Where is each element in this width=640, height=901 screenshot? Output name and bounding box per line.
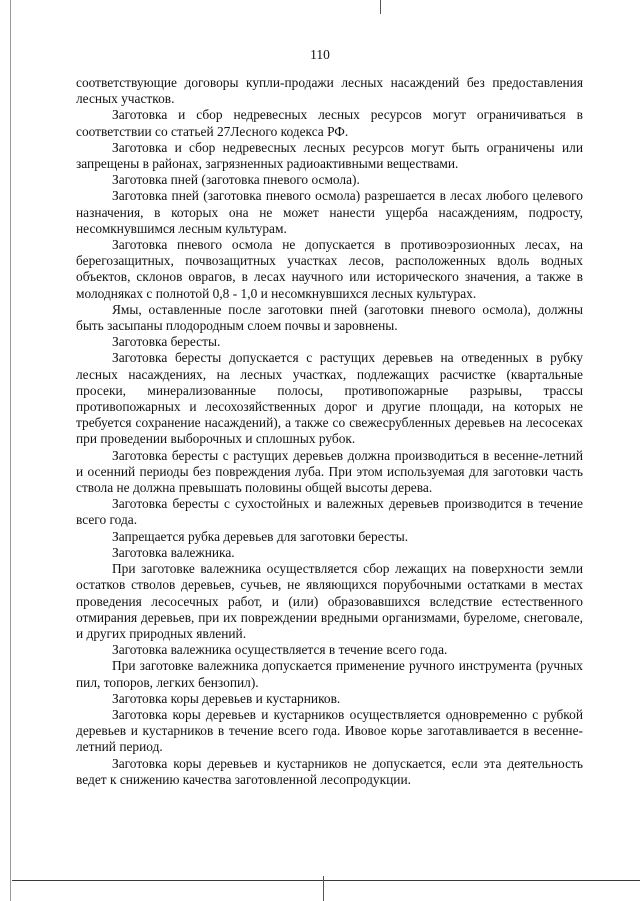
- paragraph: Заготовка и сбор недревесных лесных ресурсов могут быть ограничены или запрещены в районах, загрязненных радиоактивными веществами.: [76, 139, 583, 172]
- scan-bottom-tick-mark: [323, 876, 324, 901]
- paragraph: При заготовке валежника допускается применение ручного инструмента (ручных пил, топоров, легких бензопил).: [76, 658, 583, 690]
- scan-left-margin-line: [10, 0, 11, 901]
- paragraph: Заготовка коры деревьев и кустарников.: [112, 690, 341, 706]
- paragraph: Заготовка валежника.: [112, 544, 235, 560]
- page-number: 110: [310, 47, 330, 62]
- paragraph: Заготовка валежника осуществляется в течение всего года.: [112, 642, 448, 658]
- paragraph: Запрещается рубка деревьев для заготовки бересты.: [112, 528, 409, 544]
- paragraph: Заготовка бересты с сухостойных и валежных деревьев производится в течение всего года.: [76, 496, 583, 528]
- document-body: [76, 75, 583, 788]
- paragraph: Заготовка коры деревьев и кустарников не допускается, если эта деятельность ведет к снижению качества заготовленной лесопродукции.: [76, 755, 583, 787]
- paragraph: соответствующие договоры купли-продажи лесных насаждений без предоставления лесных участков.: [76, 75, 583, 107]
- paragraph: Заготовка пневого осмола не допускается в противоэрозионных лесах, на берегозащитных, почвозащитных участках лесов, расположенных вдоль водных объектов, склонов оврагов, в лесах научного или исторического значения, а также в молодняках с полнотой 0,8 - 1,0 и несомкнувшихся лесных культурах.: [76, 237, 583, 301]
- paragraph: Заготовка и сбор недревесных лесных ресурсов могут ограничиваться в соответствии со статьей 27Лесного кодекса РФ.: [76, 107, 583, 139]
- paragraph: Заготовка коры деревьев и кустарников осуществляется одновременно с рубкой деревьев и кустарников в течение всего года. Ивовое корье заготавливается в весенне-летний период.: [76, 706, 583, 755]
- paragraph: Заготовка бересты допускается с растущих деревьев на отведенных в рубку лесных насаждениях, на лесных участках, подлежащих расчистке (квартальные просеки, минерализованные полосы, противопожарные разрывы, трассы противопожарных и лесохозяйственных дорог и другие площади, на которых не требуется сохранение насаждений), а также со свежесрубленных деревьев на лесосеках при проведении выборочных и сплошных рубок.: [76, 350, 583, 447]
- paragraph: Ямы, оставленные после заготовки пней (заготовки пневого осмола), должны быть засыпаны плодородным слоем почвы и заровнены.: [76, 301, 583, 334]
- paragraph: При заготовке валежника осуществляется сбор лежащих на поверхности земли остатков стволов деревьев, сучьев, не являющихся порубочными остатками в местах проведения лесосечных работ, и (или) образовавшихся вследствие естественного отмирания деревьев, при их повреждении вредными организмами, буреломе, снеговале, и других природных явлений.: [76, 561, 583, 641]
- paragraph: Заготовка пней (заготовка пневого осмола).: [112, 172, 360, 188]
- scan-bottom-edge-line: [12, 880, 640, 881]
- paragraph: Заготовка бересты с растущих деревьев должна производиться в весенне-летний и осенний периоды без повреждения луба. При этом используемая для заготовки часть ствола не должна превышать половины общей высоты дерева.: [76, 447, 583, 496]
- paragraph: Заготовка пней (заготовка пневого осмола) разрешается в лесах любого целевого назначения, в которых она не может нанести ущерба насаждениям, подросту, несомкнувшимся лесным культурам.: [76, 188, 583, 236]
- paragraph: Заготовка бересты.: [112, 334, 221, 350]
- scan-top-tick-mark: [380, 0, 381, 14]
